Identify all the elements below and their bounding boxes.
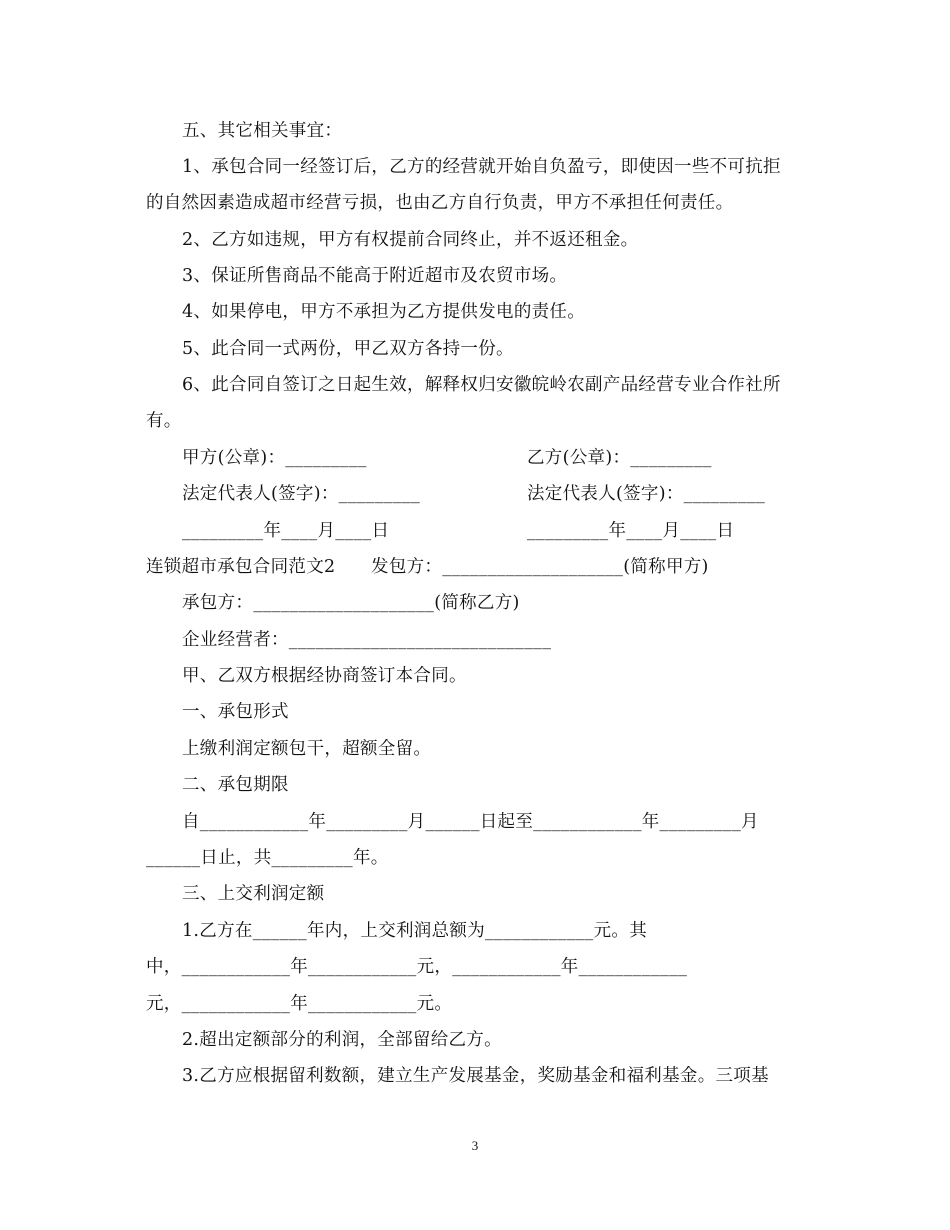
paragraph-line: 3、保证所售商品不能高于附近超市及农贸市场。	[182, 266, 568, 286]
contractor-line: 承包方：____________________(简称乙方)	[182, 593, 520, 613]
page-number: 3	[471, 1138, 479, 1153]
paragraph-line: 1、承包合同一经签订后，乙方的经营就开始自负盈亏，即使因一些不可抗拒	[182, 157, 781, 177]
party-b-seal: 乙方(公章)：_________	[527, 448, 712, 468]
paragraph-line: 3.乙方应根据留利数额，建立生产发展基金，奖励基金和福利基金。三项基	[182, 1066, 769, 1086]
paragraph-line: 2、乙方如违规，甲方有权提前合同终止，并不返还租金。	[182, 230, 639, 250]
paragraph-line: 1.乙方在______年内，上交利润总额为____________元。其	[182, 921, 647, 941]
party-a-representative: 法定代表人(签字)：_________	[182, 484, 421, 504]
paragraph-line: 甲、乙双方根据经协商签订本合同。	[182, 666, 467, 686]
section-5-heading: 五、其它相关事宜：	[182, 121, 343, 141]
paragraph-line: 中，____________年____________元，____________年____________	[146, 957, 688, 977]
paragraph-line: 上缴利润定额包干，超额全留。	[182, 739, 432, 759]
paragraph-line: 5、此合同一式两份，甲乙双方各持一份。	[182, 339, 514, 359]
paragraph-line: 有。	[146, 411, 182, 431]
paragraph-line: 6、此合同自签订之日起生效，解释权归安徽皖岭农副产品经营专业合作社所	[182, 375, 781, 395]
paragraph-line: 的自然因素造成超市经营亏损，也由乙方自行负责，甲方不承担任何责任。	[146, 193, 734, 213]
party-a-date: _________年____月____日	[182, 521, 390, 541]
paragraph-line: 自____________年_________月______日起至____________年_________月	[182, 812, 759, 832]
section-heading: 二、承包期限	[182, 775, 289, 795]
section-heading: 三、上交利润定额	[182, 884, 325, 904]
operator-line: 企业经营者：_____________________________	[182, 630, 552, 650]
paragraph-line: 4、如果停电，甲方不承担为乙方提供发电的责任。	[182, 302, 586, 322]
contract-2-title-line: 连锁超市承包合同范文2 发包方：____________________(简称甲方)	[146, 557, 709, 577]
party-b-date: _________年____月____日	[527, 521, 735, 541]
paragraph-line: 元，____________年____________元。	[146, 994, 453, 1014]
paragraph-line: ______日止，共_________年。	[146, 848, 389, 868]
party-b-representative: 法定代表人(签字)：_________	[527, 484, 766, 504]
section-heading: 一、承包形式	[182, 702, 289, 722]
paragraph-line: 2.超出定额部分的利润，全部留给乙方。	[182, 1030, 502, 1050]
party-a-seal: 甲方(公章)：_________	[182, 448, 367, 468]
